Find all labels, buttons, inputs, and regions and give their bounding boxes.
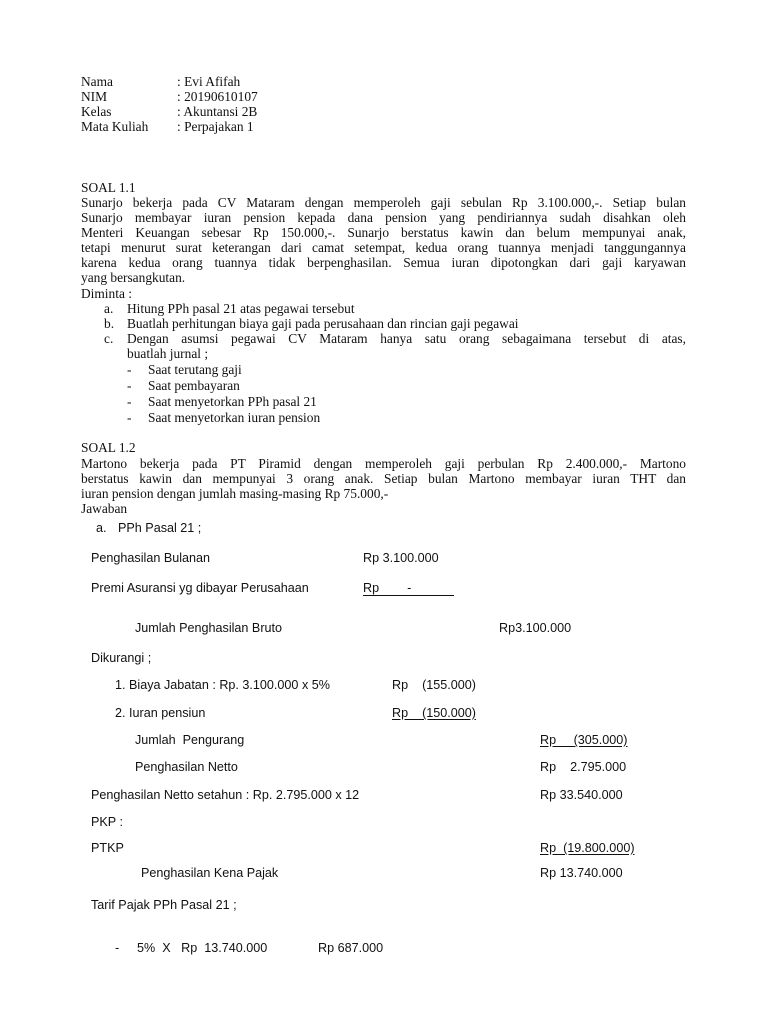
list-text: Dengan asumsi pegawai CV Mataram hanya satu orang sebagaimana tersebut di atas, [127,331,686,346]
list-text: Hitung PPh pasal 21 atas pegawai tersebut [127,301,355,316]
list-marker: c. [104,331,114,346]
bruto-value: Rp3.100.000 [499,621,572,635]
paragraph-line: Martono bekerja pada PT Piramid dengan memperoleh gaji perbulan Rp 2.400.000,- Martono [81,456,686,471]
diminta-label: Diminta : [81,286,132,301]
paragraph-line: Sunarjo membayar iuran pension kepada dana pension yang pendiriannya sudah disahkan oleh [81,210,686,225]
jumlah-pengurang-value: Rp (305.000) [540,733,628,747]
paragraph-line: berstatus kawin dan mempunyai 3 orang anak. Setiap bulan Martono membayar iuran THT dan [81,471,686,486]
section-label: PPh Pasal 21 ; [118,521,202,535]
bruto-label: Jumlah Penghasilan Bruto [135,621,283,635]
kena-pajak-value: Rp 13.740.000 [540,866,623,880]
penghasilan-bulanan-value: Rp 3.100.000 [363,551,439,565]
info-value: : Perpajakan 1 [177,119,254,134]
ptkp-value: Rp (19.800.000) [540,841,635,855]
pkp-label: PKP : [91,815,123,829]
netto-label: Penghasilan Netto [135,760,238,774]
netto-setahun-value: Rp 33.540.000 [540,788,623,802]
biaya-jabatan-label: 1. Biaya Jabatan : Rp. 3.100.000 x 5% [115,678,330,692]
tarif-calc: 5% X Rp 13.740.000 [137,941,268,955]
list-marker: b. [104,316,115,331]
info-value: : Akuntansi 2B [177,104,258,119]
info-label: Nama [81,74,113,89]
dash-marker: - [127,378,132,393]
dash-marker: - [115,941,120,955]
netto-setahun-label: Penghasilan Netto setahun : Rp. 2.795.000 x 12 [91,788,360,802]
soal-title: SOAL 1.2 [81,440,136,455]
info-label: Mata Kuliah [81,119,149,134]
paragraph-line: iuran pension dengan jumlah masing-masing Rp 75.000,- [81,486,389,501]
tarif-label: Tarif Pajak PPh Pasal 21 ; [91,898,237,912]
penghasilan-bulanan-label: Penghasilan Bulanan [91,551,211,565]
sub-list-text: Saat terutang gaji [148,362,242,377]
jawaban-title: Jawaban [81,501,128,516]
premi-value: Rp - [363,581,412,595]
dash-marker: - [127,394,132,409]
paragraph-line: tetapi menurut surat keterangan dari camat setempat, kedua orang tuannya menjadi tanggungannya [81,240,686,255]
paragraph-line: karena kedua orang tuannya tidak berpenghasilan. Semua iuran dipotongkan dari gaji karyawan [81,255,686,270]
underline [363,595,454,596]
sub-list-text: Saat menyetorkan iuran pension [148,410,321,425]
dash-marker: - [127,362,132,377]
sub-list-text: Saat menyetorkan PPh pasal 21 [148,394,317,409]
dikurangi-label: Dikurangi ; [91,651,152,665]
list-marker: a. [104,301,114,316]
paragraph-line: yang bersangkutan. [81,270,186,285]
ptkp-label: PTKP [91,841,124,855]
biaya-jabatan-value: Rp (155.000) [392,678,477,692]
paragraph-line: Sunarjo bekerja pada CV Mataram dengan memperoleh gaji sebulan Rp 3.100.000,-. Setiap bulan [81,195,686,210]
dash-marker: - [127,410,132,425]
jumlah-pengurang-label: Jumlah Pengurang [135,733,245,747]
premi-label: Premi Asuransi yg dibayar Perusahaan [91,581,309,595]
list-text: Buatlah perhitungan biaya gaji pada perusahaan dan rincian gaji pegawai [127,316,519,331]
iuran-pensiun-value: Rp (150.000) [392,706,477,720]
iuran-pensiun-label: 2. Iuran pensiun [115,706,206,720]
info-label: NIM [81,89,108,104]
paragraph-line: Menteri Keuangan sebesar Rp 150.000,-. Sunarjo berstatus kawin dan belum mempunyai anak, [81,225,686,240]
kena-pajak-label: Penghasilan Kena Pajak [141,866,279,880]
list-text-continuation: buatlah jurnal ; [127,346,209,361]
soal-title: SOAL 1.1 [81,180,136,195]
sub-list-text: Saat pembayaran [148,378,240,393]
info-value: : Evi Afifah [177,74,241,89]
netto-value: Rp 2.795.000 [540,760,627,774]
info-label: Kelas [81,104,112,119]
tarif-result: Rp 687.000 [318,941,384,955]
info-value: : 20190610107 [177,89,258,104]
section-marker: a. [96,521,107,535]
